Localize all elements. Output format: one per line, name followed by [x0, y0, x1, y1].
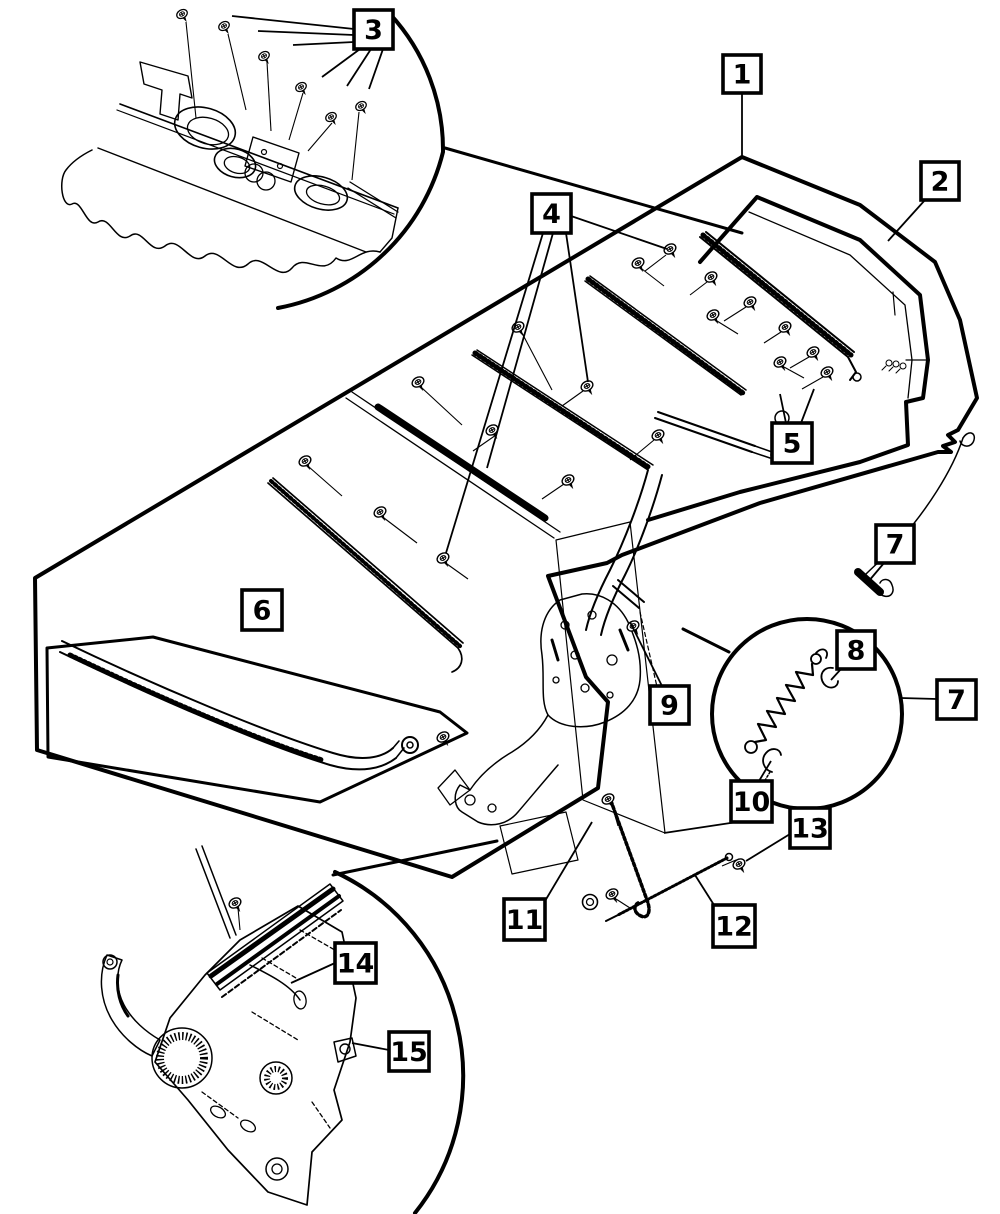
callout-15[interactable]	[389, 1032, 429, 1071]
callout-9-number: 9	[660, 690, 679, 722]
callout-7-leader	[901, 698, 937, 699]
callout-7[interactable]	[937, 680, 976, 719]
callout-12-number: 12	[715, 911, 753, 943]
callout-11[interactable]	[504, 899, 545, 940]
callout-10-number: 10	[732, 787, 771, 818]
callout-8-number: 8	[846, 635, 866, 667]
callout-6-number: 6	[252, 595, 272, 627]
callout-4-number: 4	[542, 199, 561, 230]
callout-9[interactable]	[650, 686, 689, 724]
callout-7-number: 7	[885, 529, 905, 561]
callout-6[interactable]	[242, 590, 282, 630]
callout-13[interactable]	[790, 808, 830, 848]
callout-13-number: 13	[791, 813, 829, 845]
callout-15-number: 15	[390, 1037, 428, 1068]
callout-3-number: 3	[364, 15, 383, 46]
callout-12[interactable]	[713, 905, 755, 947]
callout-10[interactable]	[731, 781, 772, 822]
callout-3[interactable]	[354, 10, 393, 49]
callout-2-number: 2	[930, 166, 950, 198]
callout-7[interactable]	[876, 525, 914, 563]
callout-5-number: 5	[782, 428, 802, 460]
callout-11-number: 11	[505, 905, 544, 936]
callout-8[interactable]	[837, 631, 875, 669]
callout-7-number: 7	[947, 685, 966, 716]
callout-14[interactable]	[335, 943, 376, 983]
callout-2[interactable]	[921, 162, 959, 200]
callout-1[interactable]	[723, 55, 761, 93]
callout-5[interactable]	[772, 423, 812, 463]
callout-14-number: 14	[336, 948, 375, 980]
callout-1-number: 1	[732, 59, 752, 91]
callout-4[interactable]	[532, 194, 571, 233]
